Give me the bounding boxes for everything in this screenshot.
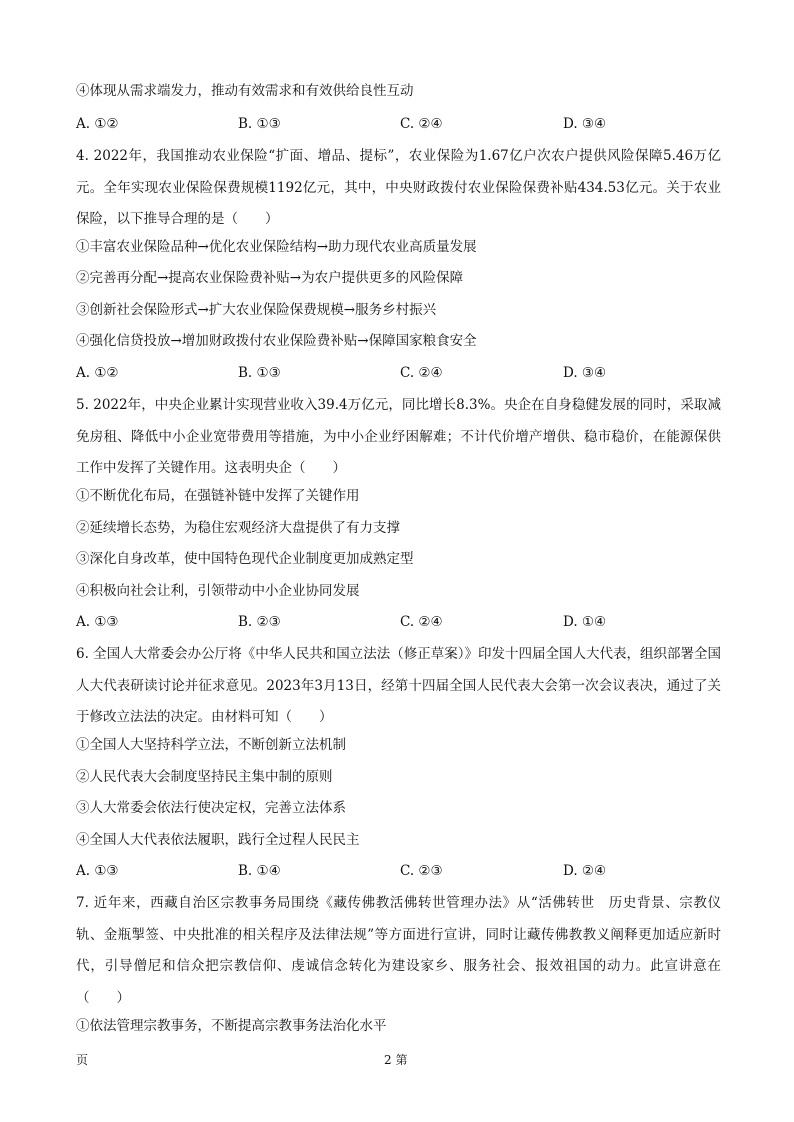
option-a: A. ①② xyxy=(76,365,119,381)
footer-left: 页 xyxy=(76,1053,89,1067)
q6-statement-2: ②人民代表大会制度坚持民主集中制的原则 xyxy=(76,769,333,785)
option-b: B. ①③ xyxy=(238,116,281,132)
option-d: D. ③④ xyxy=(563,365,607,381)
footer-page-number: 2 第 xyxy=(384,1053,408,1067)
option-a: A. ①② xyxy=(76,116,119,132)
q6-options xyxy=(76,861,721,881)
q4-statement-1: ①丰富农业保险品种→优化农业保险结构→助力现代农业高质量发展 xyxy=(76,239,477,255)
q7-stem: 7. 近年来，西藏自治区宗教事务局围绕《藏传佛教活佛转世管理办法》从“活佛转世 历史背景、宗教仪轨、金瓶掣签、中央批准的相关程序及法律法规”等方面进行宣讲，同时让藏传佛教教义阐释更加适应新时代，引导僧尼和信众把宗教信仰、虔诚信念转化为建设家乡、服务社会、报效祖国的动力。此宣讲意在（ ） xyxy=(76,895,721,1006)
option-b: B. ①③ xyxy=(238,365,281,381)
option-d: D. ②④ xyxy=(563,863,607,879)
q7-statement-1: ①依法管理宗教事务，不断提高宗教事务法治化水平 xyxy=(76,1018,387,1034)
option-b: B. ①④ xyxy=(238,863,281,879)
q6-statement-1: ①全国人大坚持科学立法，不断创新立法机制 xyxy=(76,737,346,753)
q6-statement-4: ④全国人大代表依法履职，践行全过程人民民主 xyxy=(76,832,360,848)
option-c: C. ②③ xyxy=(400,863,443,879)
option-a: A. ①③ xyxy=(76,614,119,630)
q5-statement-2: ②延续增长态势，为稳住宏观经济大盘提供了有力支撑 xyxy=(76,520,400,536)
q5-options xyxy=(76,612,721,632)
q5-statement-1: ①不断优化布局，在强链补链中发挥了关键作用 xyxy=(76,488,360,504)
q5-stem: 5. 2022年，中央企业累计实现营业收入39.4万亿元，同比增长8.3%。央企在自身稳健发展的同时，采取减免房租、降低中小企业宽带费用等措施，为中小企业纾困解难；不计代价增产增供、稳市稳价，在能源保供工作中发挥了关键作用。这表明央企（ ） xyxy=(76,397,721,476)
q4-statement-4: ④强化信贷投放→增加财政拨付农业保险费补贴→保障国家粮食安全 xyxy=(76,333,477,349)
q4-statement-3: ③创新社会保险形式→扩大农业保险保费规模→服务乡村振兴 xyxy=(76,302,437,318)
q4-options xyxy=(76,363,721,383)
q4-statement-2: ②完善再分配→提高农业保险费补贴→为农户提供更多的风险保障 xyxy=(76,270,464,286)
q6-stem: 6. 全国人大常委会办公厅将《中华人民共和国立法法（修正草案）》印发十四届全国人大代表，组织部署全国人大代表研读讨论并征求意见。2023年3月13日，经第十四届全国人民代表大会第一次会议表决，通过了关于修改立法法的决定。由材料可知（ ） xyxy=(76,646,721,725)
option-d: D. ①④ xyxy=(563,614,607,630)
option-c: C. ②④ xyxy=(400,116,443,132)
option-d: D. ③④ xyxy=(563,116,607,132)
q4-stem: 4. 2022年，我国推动农业保险“扩面、增品、提标”，农业保险为1.67亿户次农户提供风险保障5.46万亿元。全年实现农业保险保费规模1192亿元，其中，中央财政拨付农业保险保费补贴434.53亿元。关于农业保险，以下推导合理的是（ ） xyxy=(76,148,721,227)
prev-options xyxy=(76,114,721,134)
q6-statement-3: ③人大常委会依法行使决定权，完善立法体系 xyxy=(76,800,346,816)
option-b: B. ②③ xyxy=(238,614,281,630)
option-c: C. ②④ xyxy=(400,365,443,381)
q5-statement-4: ④积极向社会让利，引领带动中小企业协同发展 xyxy=(76,583,360,599)
option-a: A. ①③ xyxy=(76,863,119,879)
q5-statement-3: ③深化自身改革，使中国特色现代企业制度更加成熟定型 xyxy=(76,551,414,567)
option-c: C. ②④ xyxy=(400,614,443,630)
prev-statement-4: ④体现从需求端发力，推动有效需求和有效供给良性互动 xyxy=(76,83,414,99)
